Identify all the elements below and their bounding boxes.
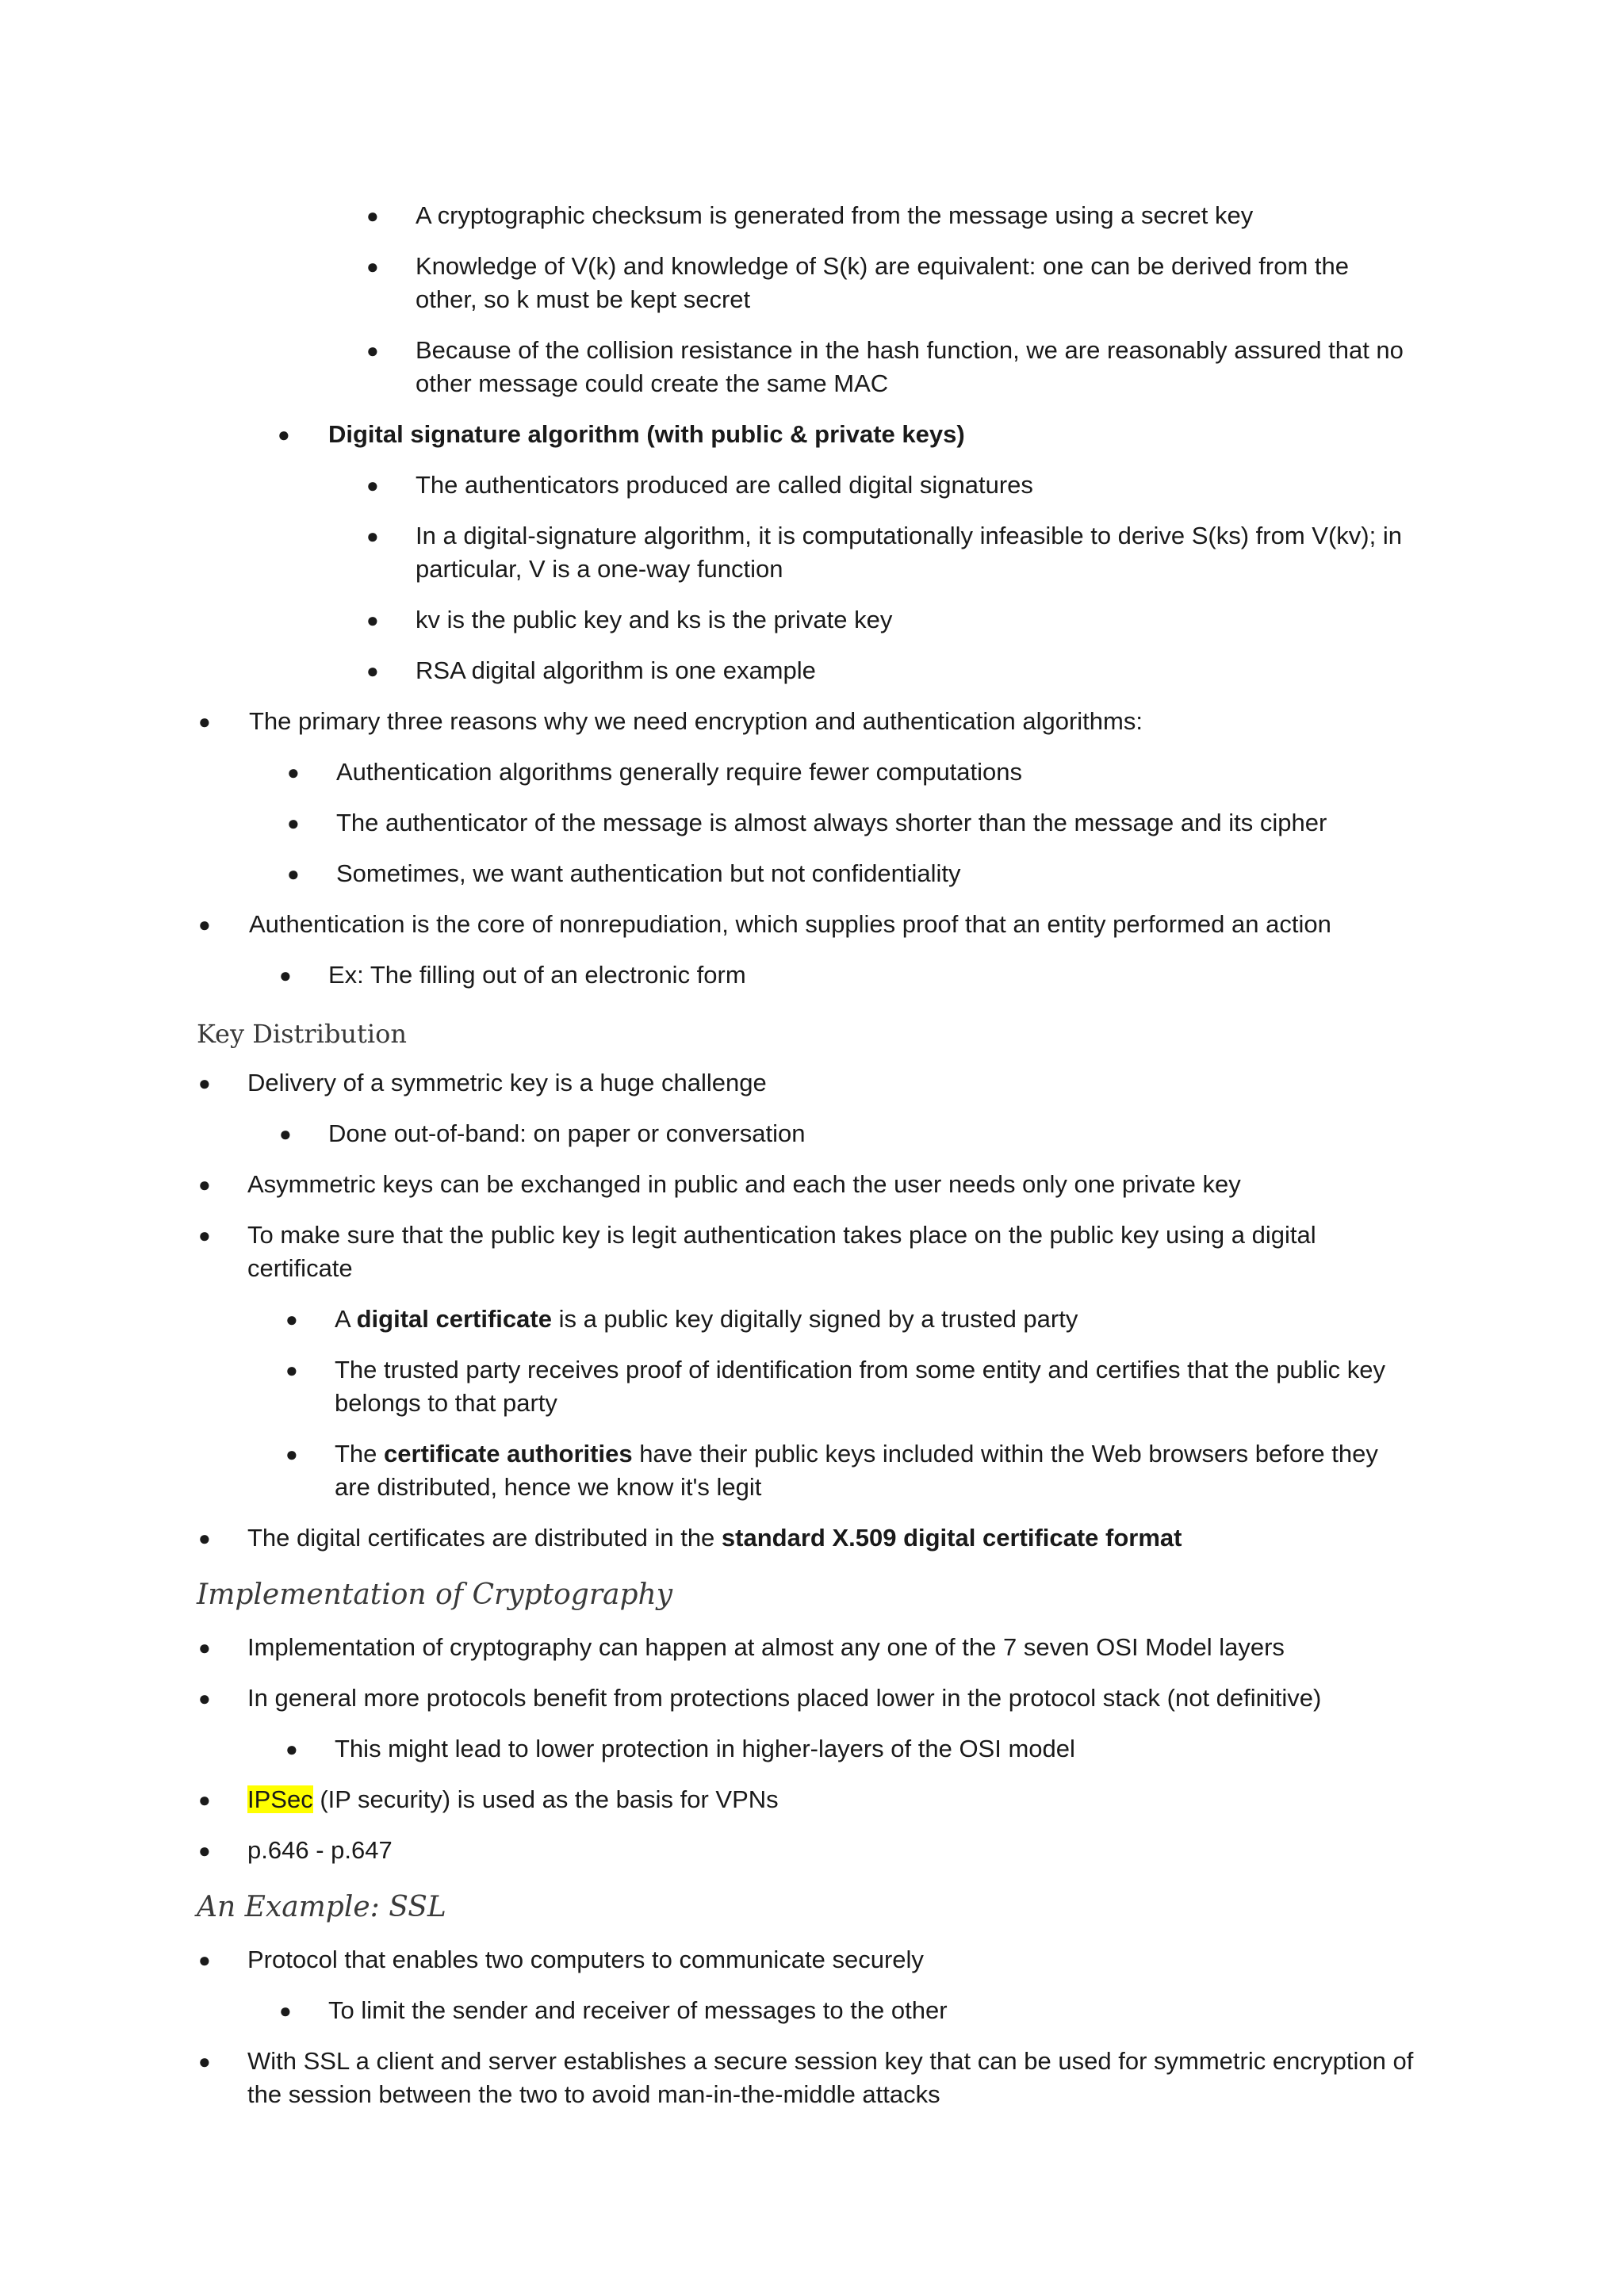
reason-3: Sometimes, we want authentication but not confidentiality (336, 859, 961, 887)
ipsec-highlight: IPSec (247, 1785, 313, 1813)
mac-bullet-2-line-2: other, so k must be kept secret (416, 285, 751, 313)
bullet-icon: ● (285, 1737, 298, 1761)
bullet-icon: ● (366, 254, 379, 278)
bullet-icon: ● (198, 1636, 211, 1659)
bullet-icon: ● (198, 710, 211, 733)
mac-bullet-3-line-2: other message could create the same MAC (416, 369, 889, 397)
implementation-heading: Implementation of Cryptography (197, 1578, 673, 1611)
kd-bullet-3-line-1: To make sure that the public key is legit authentication takes place on the public key using a digital (247, 1221, 1316, 1249)
bullet-icon: ● (198, 1948, 211, 1972)
reason-1: Authentication algorithms generally require fewer computations (336, 758, 1023, 786)
bullet-icon: ● (366, 608, 379, 632)
reasons-intro: The primary three reasons why we need encryption and authentication algorithms: (249, 707, 1143, 735)
bullet-icon: ● (198, 1686, 211, 1710)
kd-sub-2-line-1: The trusted party receives proof of identification from some entity and certifies that the public key (335, 1356, 1386, 1383)
ssl-bullet-2-line-1: With SSL a client and server establishes a secure session key that can be used for symmetric encryption of (247, 2047, 1414, 2075)
bullet-icon: ● (198, 1839, 211, 1862)
kd-sub-2-line-2: belongs to that party (335, 1389, 557, 1417)
reason-2: The authenticator of the message is almost always shorter than the message and its cipher (336, 809, 1327, 836)
bullet-icon: ● (285, 1307, 298, 1331)
dsa-bullet-4: RSA digital algorithm is one example (416, 656, 816, 684)
dsa-bullet-2-line-1: In a digital-signature algorithm, it is computationally infeasible to derive S(ks) from V(kv); in (416, 522, 1402, 549)
bullet-icon: ● (278, 423, 290, 446)
bullet-icon: ● (198, 1223, 211, 1247)
ssl-heading: An Example: SSL (197, 1891, 446, 1923)
bullet-icon: ● (198, 1526, 211, 1550)
mac-bullet-1: A cryptographic checksum is generated from the message using a secret key (416, 201, 1254, 229)
kd-sub-3-line-2: are distributed, hence we know it's legit (335, 1473, 762, 1501)
kd-sub-1: A digital certificate is a public key digitally signed by a trusted party (335, 1305, 1078, 1333)
bullet-icon: ● (366, 339, 379, 362)
ssl-bullet-1: Protocol that enables two computers to communicate securely (247, 1946, 924, 1973)
bullet-icon: ● (198, 1788, 211, 1812)
bullet-icon: ● (287, 760, 300, 784)
ssl-bullet-1-sub: To limit the sender and receiver of messages to the other (328, 1996, 948, 2024)
kd-bullet-2: Asymmetric keys can be exchanged in public and each the user needs only one private key (247, 1170, 1241, 1198)
ssl-bullet-2-line-2: the session between the two to avoid man-in-the-middle attacks (247, 2080, 940, 2108)
mac-bullet-3-line-1: Because of the collision resistance in the hash function, we are reasonably assured that no (416, 336, 1404, 364)
kd-bullet-3-line-2: certificate (247, 1254, 353, 1282)
dsa-bullet-1: The authenticators produced are called digital signatures (416, 471, 1033, 499)
nonrepudiation-text: Authentication is the core of nonrepudiation, which supplies proof that an entity performed an action (249, 910, 1331, 938)
impl-bullet-3: IPSec (IP security) is used as the basis for VPNs (247, 1785, 779, 1813)
bullet-icon: ● (285, 1442, 298, 1466)
nonrepudiation-example: Ex: The filling out of an electronic form (328, 961, 746, 989)
bullet-icon: ● (198, 1071, 211, 1095)
bullet-icon: ● (279, 1999, 292, 2022)
bullet-icon: ● (198, 2049, 211, 2073)
bullet-icon: ● (366, 659, 379, 683)
bullet-icon: ● (198, 1173, 211, 1196)
kd-bullet-1: Delivery of a symmetric key is a huge challenge (247, 1069, 767, 1096)
impl-bullet-2: In general more protocols benefit from protections placed lower in the protocol stack (not definitive) (247, 1684, 1322, 1712)
dsa-bullet-3: kv is the public key and ks is the private key (416, 606, 893, 633)
impl-bullet-1: Implementation of cryptography can happen at almost any one of the 7 seven OSI Model layers (247, 1633, 1285, 1661)
bullet-icon: ● (366, 524, 379, 548)
mac-bullet-2-line-1: Knowledge of V(k) and knowledge of S(k) are equivalent: one can be derived from the (416, 252, 1349, 280)
kd-bullet-4: The digital certificates are distributed in the standard X.509 digital certificate format (247, 1524, 1182, 1552)
bullet-icon: ● (287, 862, 300, 886)
bullet-icon: ● (279, 1122, 292, 1146)
bullet-icon: ● (198, 913, 211, 936)
dsa-bullet-2-line-2: particular, V is a one-way function (416, 555, 783, 583)
kd-sub-3-line-1: The certificate authorities have their public keys included within the Web browsers before they (335, 1440, 1378, 1468)
bullet-icon: ● (366, 473, 379, 497)
impl-bullet-2-sub: This might lead to lower protection in higher-layers of the OSI model (335, 1735, 1075, 1762)
dsa-title: Digital signature algorithm (with public & private keys) (328, 420, 965, 448)
bullet-icon: ● (287, 811, 300, 835)
kd-bullet-1-sub: Done out-of-band: on paper or conversation (328, 1119, 806, 1147)
bullet-icon: ● (366, 204, 379, 228)
impl-bullet-4: p.646 - p.647 (247, 1836, 393, 1864)
bullet-icon: ● (279, 963, 292, 987)
key-distribution-heading: Key Distribution (197, 1019, 407, 1049)
bullet-icon: ● (285, 1358, 298, 1382)
